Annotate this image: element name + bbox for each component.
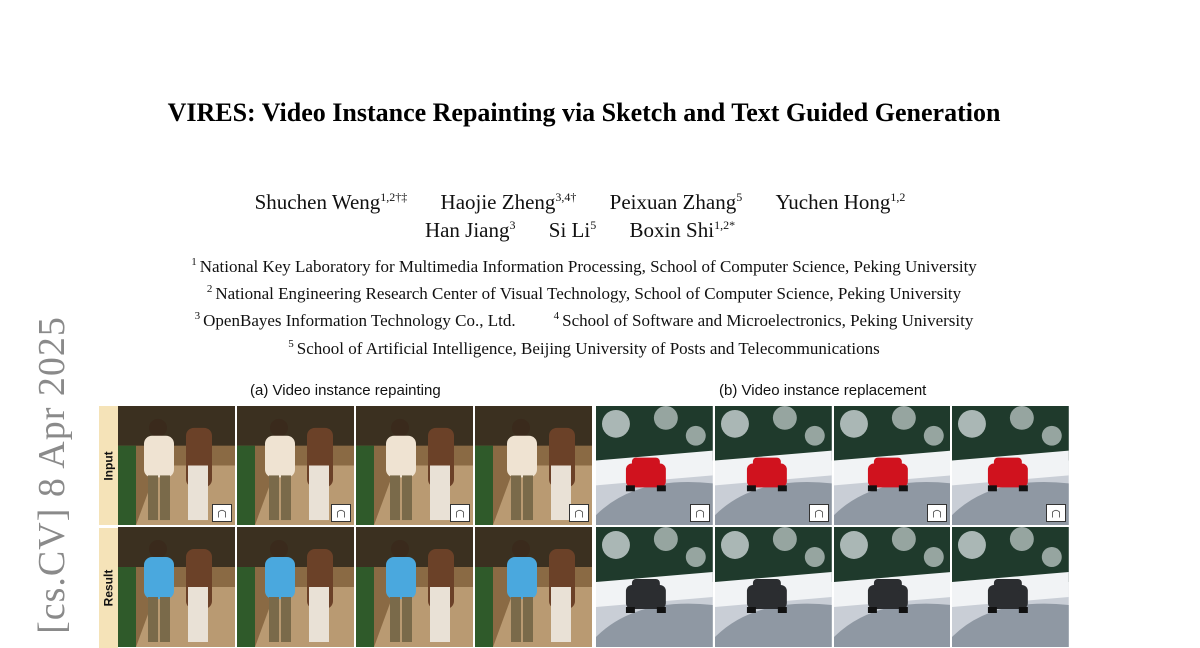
author: Si Li$^5$ — [548, 218, 597, 242]
input-frame — [237, 406, 354, 525]
sketch-thumbnail — [927, 504, 947, 522]
affiliation: $^5$ School of Artificial Intelligence, Beijing University of Posts and Telecommunications — [288, 338, 880, 358]
affiliation: $^1$ National Key Laboratory for Multimedia Information Processing, School of Computer Science, Peking University — [191, 256, 977, 276]
row-label-input: Input — [99, 406, 118, 525]
sketch-thumbnail — [450, 504, 470, 522]
result-frame — [715, 527, 832, 647]
input-frame — [596, 406, 713, 525]
result-frame — [952, 527, 1069, 647]
result-frame — [596, 527, 713, 647]
input-frame — [475, 406, 592, 525]
result-frame — [834, 527, 951, 647]
authors-row-1 — [0, 190, 1160, 215]
sketch-thumbnail — [212, 504, 232, 522]
sketch-thumbnail — [569, 504, 589, 522]
input-frame — [834, 406, 951, 525]
sketch-thumbnail — [331, 504, 351, 522]
author: Yuchen Hong$^{1,2}$ — [775, 190, 906, 214]
figure-label-b: (b) Video instance replacement — [719, 382, 927, 399]
sketch-thumbnail — [1046, 504, 1066, 522]
result-frame — [118, 527, 235, 647]
author: Haojie Zheng$^{3,4\dagger}$ — [440, 190, 577, 214]
author: Han Jiang$^3$ — [424, 218, 516, 242]
input-frame — [118, 406, 235, 525]
figure-label-a: (a) Video instance repainting — [250, 382, 441, 399]
repainting-frames-grid — [118, 406, 592, 648]
result-frame — [475, 527, 592, 647]
affiliation: $^2$ National Engineering Research Center of Visual Technology, School of Computer Science, Peking University — [206, 283, 962, 303]
input-frame — [715, 406, 832, 525]
row-label-result: Result — [99, 528, 118, 648]
sketch-thumbnail — [809, 504, 829, 522]
authors-row-2 — [0, 218, 1160, 243]
sketch-thumbnail — [690, 504, 710, 522]
input-frame — [356, 406, 473, 525]
input-frame — [952, 406, 1069, 525]
result-frame — [356, 527, 473, 647]
paper-title: VIRES: Video Instance Repainting via Sketch and Text Guided Generation — [167, 98, 1001, 127]
author: Shuchen Weng$^{1,2\dagger\ddagger}$ — [254, 190, 408, 214]
result-frame — [237, 527, 354, 647]
replacement-frames-grid — [596, 406, 1069, 648]
author: Peixuan Zhang$^5$ — [609, 190, 743, 214]
arxiv-stamp: [cs.CV] 8 Apr 2025 — [31, 316, 73, 634]
affiliation: $^3$ OpenBayes Information Technology Co., Ltd. $^4$ School of Software and Microelectronics, Peking University — [194, 310, 974, 330]
author: Boxin Shi$^{1,2*}$ — [629, 218, 736, 242]
